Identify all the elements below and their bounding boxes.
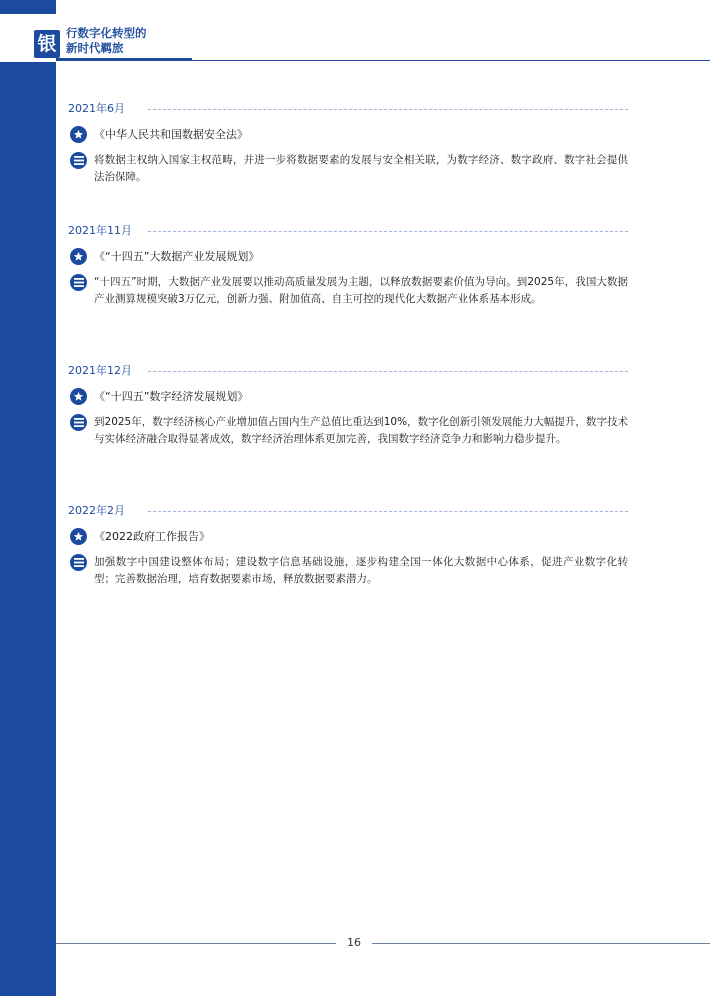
policy-title: 《“十四五”大数据产业发展规划》	[94, 250, 260, 263]
list-icon	[70, 414, 87, 431]
dashed-divider	[148, 511, 628, 512]
policy-body-item	[68, 414, 628, 448]
timeline-section-2022-02	[68, 503, 628, 588]
left-brand-bar	[0, 0, 56, 996]
policy-body-item	[68, 274, 628, 308]
date-row	[68, 101, 628, 117]
policy-body-item	[68, 554, 628, 588]
policy-title: 《中华人民共和国数据安全法》	[94, 128, 248, 141]
date-label: 2021年12月	[68, 364, 132, 377]
star-icon	[70, 528, 87, 545]
policy-description: “十四五”时期，大数据产业发展要以推动高质量发展为主题，以释放数据要素价值为导向。到2025年，我国大数据产业测算规模突破3万亿元，创新力强、附加值高、自主可控的现代化大数据产业体系基本形成。	[94, 276, 628, 305]
list-icon	[70, 554, 87, 571]
policy-title-item	[68, 248, 628, 265]
policy-title-item	[68, 126, 628, 143]
star-icon	[70, 248, 87, 265]
list-icon	[70, 152, 87, 169]
policy-title: 《2022政府工作报告》	[94, 530, 210, 543]
policy-body-item	[68, 152, 628, 186]
star-icon	[70, 126, 87, 143]
policy-description: 将数据主权纳入国家主权范畴，并进一步将数据要素的发展与安全相关联，为数字经济、数字政府、数字社会提供法治保障。	[94, 154, 628, 183]
timeline-section-2021-11	[68, 223, 628, 308]
date-row	[68, 363, 628, 379]
logo-icon: 银	[34, 30, 60, 58]
footer-rule-left	[56, 943, 336, 944]
header-rule-accent	[56, 58, 192, 61]
date-row	[68, 223, 628, 239]
policy-description: 加强数字中国建设整体布局；建设数字信息基础设施，逐步构建全国一体化大数据中心体系，促进产业数字化转型；完善数据治理，培育数据要素市场，释放数据要素潜力。	[94, 556, 628, 585]
dashed-divider	[148, 109, 628, 110]
header-title-line2: 新时代羁旅	[66, 41, 124, 55]
policy-title-item	[68, 388, 628, 405]
date-row	[68, 503, 628, 519]
policy-description: 到2025年，数字经济核心产业增加值占国内生产总值比重达到10%，数字化创新引领发展能力大幅提升，数字技术与实体经济融合取得显著成效，数字经济治理体系更加完善，我国数字经济竞争力和影响力稳步提升。	[94, 416, 628, 445]
date-label: 2021年6月	[68, 102, 125, 115]
policy-title-item	[68, 528, 628, 545]
page-number: 16	[347, 936, 361, 949]
dashed-divider	[148, 371, 628, 372]
list-icon	[70, 274, 87, 291]
policy-title: 《“十四五”数字经济发展规划》	[94, 390, 249, 403]
header-title-line1: 行数字化转型的	[66, 26, 147, 40]
timeline-section-2021-06	[68, 101, 628, 186]
timeline-section-2021-12	[68, 363, 628, 448]
dashed-divider	[148, 231, 628, 232]
footer-rule-right	[372, 943, 710, 944]
star-icon	[70, 388, 87, 405]
header-title	[66, 26, 196, 56]
date-label: 2021年11月	[68, 224, 132, 237]
date-label: 2022年2月	[68, 504, 125, 517]
